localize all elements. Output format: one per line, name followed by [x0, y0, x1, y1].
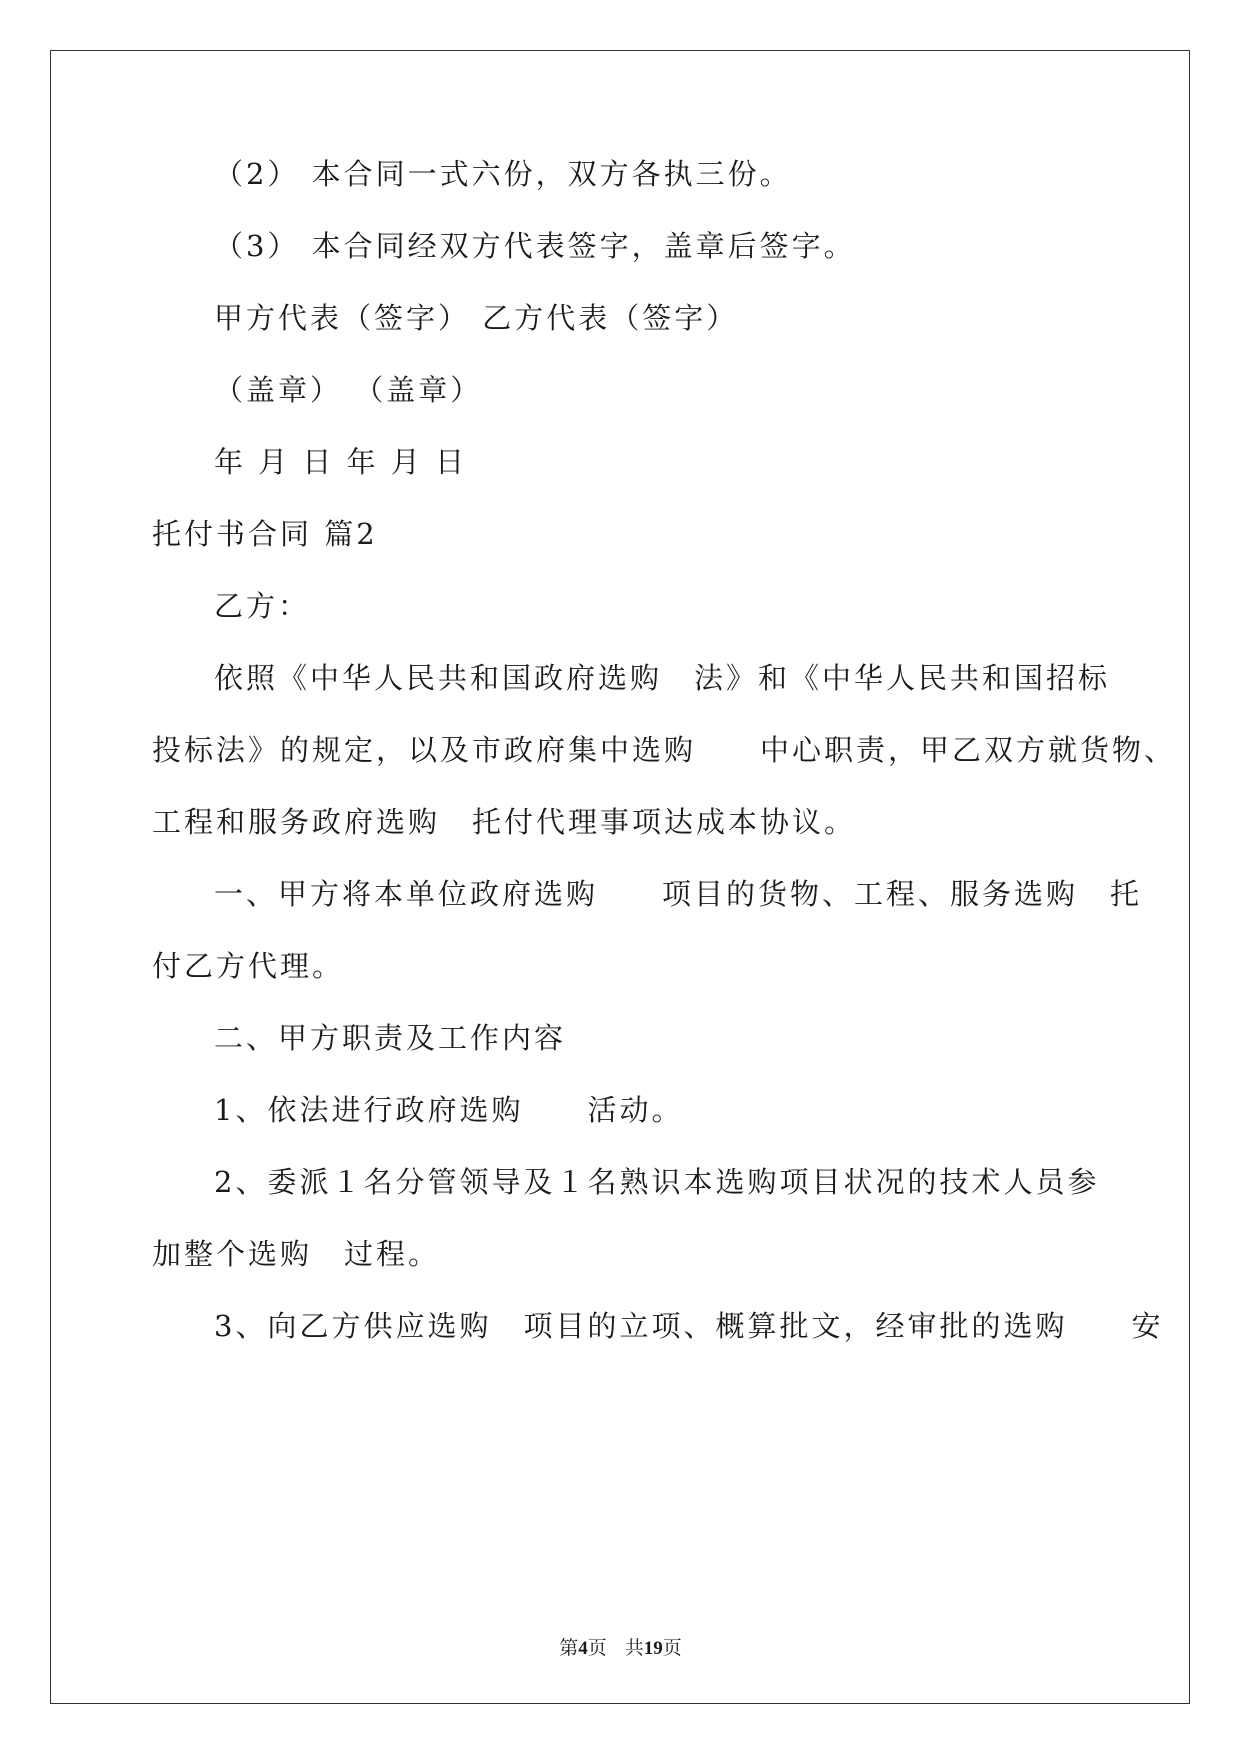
paragraph-line: 投标法》的规定，以及市政府集中选购 中心职责，甲乙双方就货物、	[152, 733, 1177, 767]
signature-seals: （盖章） （盖章）	[214, 373, 483, 407]
page-footer	[0, 1637, 1241, 1661]
clause-3-text: （3） 本合同经双方代表签字，盖章后签字。	[214, 229, 856, 263]
item-3-line: 3、向乙方供应选购 项目的立项、概算批文，经审批的选购 安	[214, 1309, 1164, 1343]
total-pages: 19	[643, 1638, 663, 1659]
signature-dates: 年 月 日 年 月 日	[214, 445, 468, 479]
party-b-label: 乙方：	[214, 589, 311, 623]
page-prefix: 第	[559, 1638, 579, 1659]
paragraph-line: 依照《中华人民共和国政府选购 法》和《中华人民共和国招标	[214, 661, 1111, 695]
item-1-line: 1、依法进行政府选购 活动。	[214, 1093, 684, 1127]
article-1-line: 付乙方代理。	[152, 949, 345, 983]
total-suffix: 页	[662, 1638, 682, 1659]
page-suffix: 页	[587, 1638, 607, 1659]
item-2-line: 2、委派１名分管领导及１名熟识本选购项目状况的技术人员参	[214, 1165, 1100, 1199]
signature-representatives: 甲方代表（签字） 乙方代表（签字）	[214, 301, 739, 335]
item-2-line: 加整个选购 过程。	[152, 1237, 441, 1271]
total-prefix: 共	[624, 1638, 644, 1659]
article-2-heading: 二、甲方职责及工作内容	[214, 1021, 567, 1055]
clause-2-text: （2） 本合同一式六份，双方各执三份。	[214, 157, 792, 191]
section-heading: 托付书合同 篇2	[152, 517, 378, 551]
paragraph-line: 工程和服务政府选购 托付代理事项达成本协议。	[152, 805, 857, 839]
page-number: 4	[578, 1638, 588, 1659]
article-1-line: 一、甲方将本单位政府选购 项目的货物、工程、服务选购 托	[214, 877, 1143, 911]
